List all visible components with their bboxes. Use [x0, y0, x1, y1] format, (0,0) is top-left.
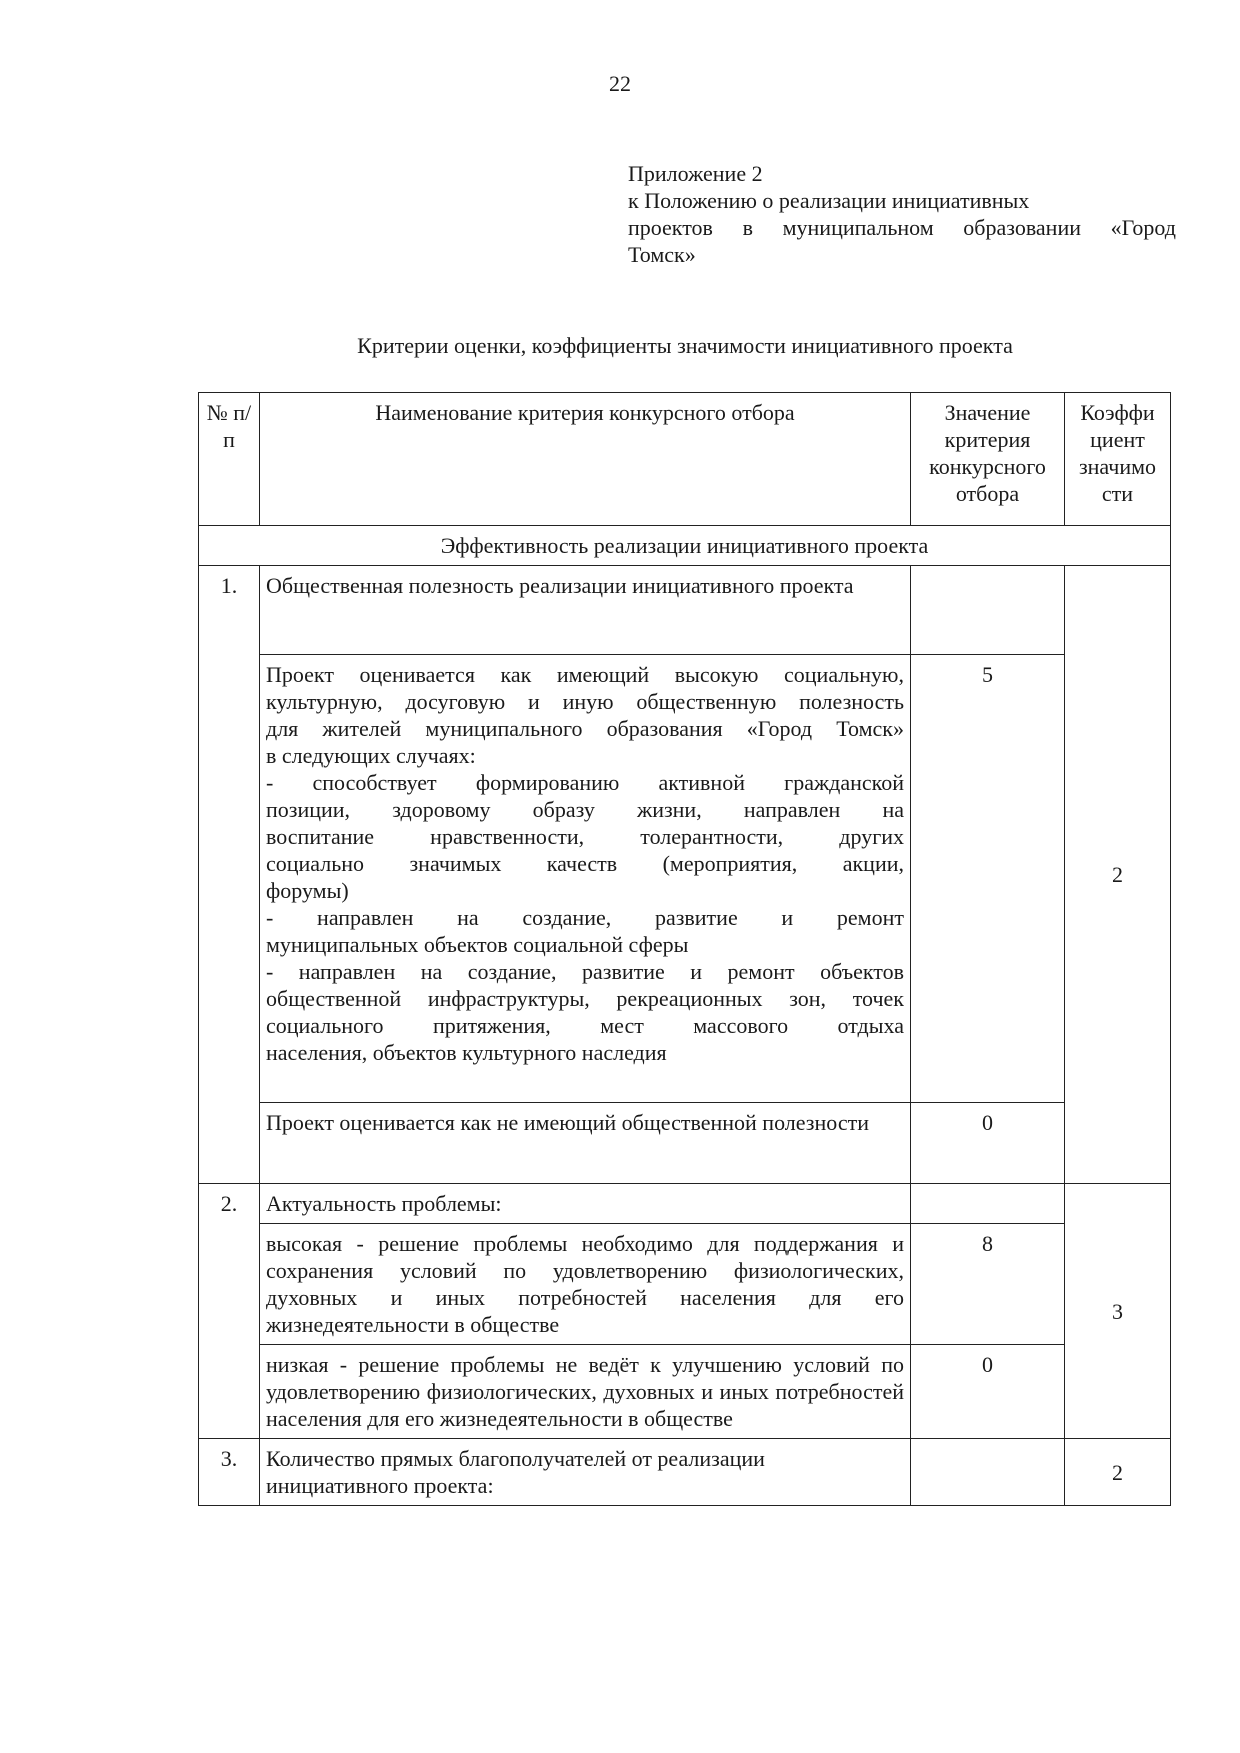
criteria-table: [198, 392, 1171, 1506]
header-criterion-name: Наименование критерия конкурсного отбора: [260, 393, 911, 526]
appendix-header: [628, 160, 1176, 268]
header-number: № п/п: [199, 393, 260, 526]
section-title: Эффективность реализации инициативного проекта: [199, 526, 1171, 566]
criterion-title: Актуальность проблемы:: [260, 1184, 911, 1224]
criterion-option-value: 5: [911, 655, 1065, 1103]
table-row: [199, 1103, 1171, 1184]
criterion-title: Общественная полезность реализации инициативного проекта: [260, 566, 911, 655]
table-row: [199, 655, 1171, 1103]
table-row: [199, 1224, 1171, 1345]
criterion-option-value: 0: [911, 1103, 1065, 1184]
table-row: [199, 1345, 1171, 1439]
page-number: 22: [609, 71, 631, 96]
header-coefficient: Коэффи циент значимо сти: [1065, 393, 1171, 526]
criterion-coefficient: 3: [1065, 1184, 1171, 1439]
criterion-number: 1.: [199, 566, 260, 1184]
criterion-option-text: Проект оценивается как не имеющий общественной полезности: [260, 1103, 911, 1184]
appendix-line: Приложение 2: [628, 161, 763, 186]
criterion-option-value: 0: [911, 1345, 1065, 1439]
table-header-row: [199, 393, 1171, 526]
criterion-number: 3.: [199, 1439, 260, 1506]
criterion-value-empty: [911, 566, 1065, 655]
criterion-value-empty: [911, 1184, 1065, 1224]
appendix-line: к Положению о реализации инициативных: [628, 188, 1030, 213]
table-row: [199, 1439, 1171, 1506]
table-row: [199, 566, 1171, 655]
criterion-option-value: 8: [911, 1224, 1065, 1345]
section-row: [199, 526, 1171, 566]
criterion-option-text: Проект оценивается как имеющий высокую социальную, культурную, досуговую и иную общественную полезность для жителей муниципального образования «Город Томск» в следующих случаях: - способствует формированию активной гражданской позиции, здоровому образу жизни, направлен на воспитание нравственности, толерантности, других социально значимых качеств (мероприятия, акции, форумы) - направлен на создание, развитие и ремонт муниципальных объектов социальной сферы - направлен на создание, развитие и ремонт объектов общественной инфраструктуры, рекреационных зон, точек социального притяжения, мест массового отдыха населения, объектов культурного наследия: [260, 655, 911, 1103]
document-title: Критерии оценки, коэффициенты значимости инициативного проекта: [357, 333, 1013, 358]
table-row: [199, 1184, 1171, 1224]
criterion-coefficient: 2: [1065, 566, 1171, 1184]
criterion-coefficient: 2: [1065, 1439, 1171, 1506]
criterion-value-empty: [911, 1439, 1065, 1506]
criterion-number: 2.: [199, 1184, 260, 1439]
appendix-line: Томск»: [628, 242, 696, 267]
criterion-option-text: низкая - решение проблемы не ведёт к улучшению условий по удовлетворению физиологических, духовных и иных потребностей населения для его жизнедеятельности в обществе: [260, 1345, 911, 1439]
criterion-title: Количество прямых благополучателей от реализации инициативного проекта:: [260, 1439, 911, 1506]
header-criterion-value: Значение критерия конкурсного отбора: [911, 393, 1065, 526]
criterion-option-text: высокая - решение проблемы необходимо для поддержания и сохранения условий по удовлетворению физиологических, духовных и иных потребностей населения для его жизнедеятельности в обществе: [260, 1224, 911, 1345]
appendix-line: проектов в муниципальном образовании «Город: [628, 215, 1176, 240]
